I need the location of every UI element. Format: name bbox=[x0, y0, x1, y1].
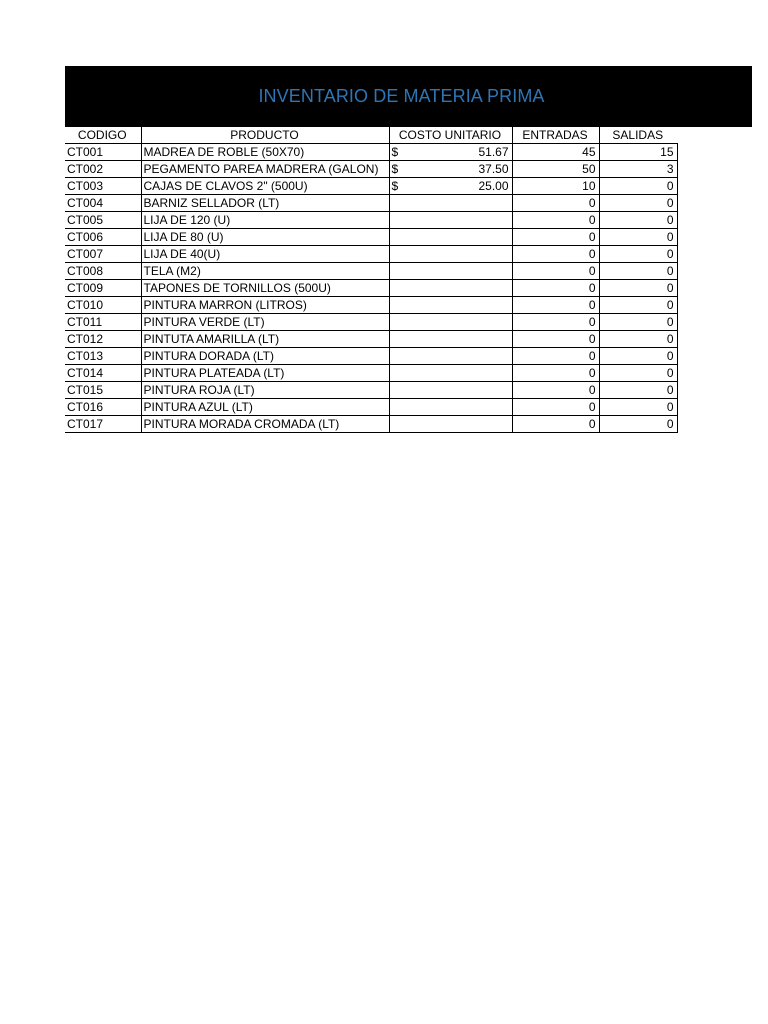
cell-salidas[interactable]: 0 bbox=[599, 263, 677, 280]
cell-producto[interactable]: PINTURA MARRON (LITROS) bbox=[141, 297, 389, 314]
cell-salidas[interactable]: 0 bbox=[599, 416, 677, 433]
header-codigo: CODIGO bbox=[65, 127, 141, 144]
header-entradas: ENTRADAS bbox=[512, 127, 599, 144]
cell-costo-unitario[interactable] bbox=[389, 365, 512, 382]
cell-codigo[interactable]: CT005 bbox=[65, 212, 141, 229]
currency-symbol: $ bbox=[391, 145, 399, 159]
cell-costo-unitario[interactable] bbox=[389, 212, 512, 229]
cell-costo-unitario[interactable] bbox=[389, 178, 512, 195]
cell-producto[interactable]: TELA (M2) bbox=[141, 263, 389, 280]
header-producto: PRODUCTO bbox=[141, 127, 389, 144]
table-row bbox=[65, 331, 677, 348]
cell-producto[interactable]: LIJA DE 40(U) bbox=[141, 246, 389, 263]
cost-value: 37.50 bbox=[478, 162, 509, 176]
cell-codigo[interactable]: CT012 bbox=[65, 331, 141, 348]
cell-entradas[interactable]: 0 bbox=[512, 280, 599, 297]
cell-salidas[interactable]: 0 bbox=[599, 297, 677, 314]
title-band bbox=[65, 66, 752, 127]
table-row bbox=[65, 178, 677, 195]
cell-costo-unitario[interactable] bbox=[389, 263, 512, 280]
cell-producto[interactable]: PEGAMENTO PAREA MADRERA (GALON) bbox=[141, 161, 389, 178]
cell-entradas[interactable]: 0 bbox=[512, 331, 599, 348]
table-row bbox=[65, 195, 677, 212]
table-row bbox=[65, 416, 677, 433]
cell-entradas[interactable]: 0 bbox=[512, 212, 599, 229]
inventory-sheet bbox=[65, 66, 752, 433]
cell-producto[interactable]: MADREA DE ROBLE (50X70) bbox=[141, 144, 389, 161]
cell-salidas[interactable]: 0 bbox=[599, 331, 677, 348]
cell-salidas[interactable]: 0 bbox=[599, 314, 677, 331]
cost-value: 25.00 bbox=[478, 179, 509, 193]
table-row bbox=[65, 382, 677, 399]
cell-costo-unitario[interactable] bbox=[389, 382, 512, 399]
inventory-table bbox=[65, 127, 678, 433]
cell-salidas[interactable]: 0 bbox=[599, 195, 677, 212]
cost-wrap bbox=[392, 145, 509, 160]
cell-codigo[interactable]: CT010 bbox=[65, 297, 141, 314]
cell-producto[interactable]: BARNIZ SELLADOR (LT) bbox=[141, 195, 389, 212]
cell-entradas[interactable]: 0 bbox=[512, 399, 599, 416]
cost-value: 51.67 bbox=[478, 145, 509, 159]
cell-entradas[interactable]: 0 bbox=[512, 263, 599, 280]
cell-costo-unitario[interactable] bbox=[389, 331, 512, 348]
cell-codigo[interactable]: CT001 bbox=[65, 144, 141, 161]
cell-costo-unitario[interactable] bbox=[389, 348, 512, 365]
table-row bbox=[65, 280, 677, 297]
cell-costo-unitario[interactable] bbox=[389, 161, 512, 178]
cell-costo-unitario[interactable] bbox=[389, 246, 512, 263]
cell-costo-unitario[interactable] bbox=[389, 416, 512, 433]
cell-costo-unitario[interactable] bbox=[389, 229, 512, 246]
cell-codigo[interactable]: CT017 bbox=[65, 416, 141, 433]
cell-codigo[interactable]: CT002 bbox=[65, 161, 141, 178]
cell-entradas[interactable]: 0 bbox=[512, 365, 599, 382]
header-row bbox=[65, 127, 677, 144]
cell-entradas[interactable]: 0 bbox=[512, 382, 599, 399]
cell-costo-unitario[interactable] bbox=[389, 297, 512, 314]
cell-salidas[interactable]: 0 bbox=[599, 348, 677, 365]
table-row bbox=[65, 348, 677, 365]
cell-salidas[interactable]: 0 bbox=[599, 212, 677, 229]
cell-codigo[interactable]: CT014 bbox=[65, 365, 141, 382]
cell-entradas[interactable]: 0 bbox=[512, 348, 599, 365]
cell-producto[interactable]: PINTUTA AMARILLA (LT) bbox=[141, 331, 389, 348]
cell-entradas[interactable]: 0 bbox=[512, 246, 599, 263]
cell-costo-unitario[interactable] bbox=[389, 144, 512, 161]
cell-codigo[interactable]: CT004 bbox=[65, 195, 141, 212]
cell-salidas[interactable]: 0 bbox=[599, 365, 677, 382]
table-row bbox=[65, 229, 677, 246]
cell-salidas[interactable]: 3 bbox=[599, 161, 677, 178]
sheet-title: INVENTARIO DE MATERIA PRIMA bbox=[258, 86, 545, 106]
cell-codigo[interactable]: CT003 bbox=[65, 178, 141, 195]
cell-entradas[interactable]: 0 bbox=[512, 297, 599, 314]
currency-symbol: $ bbox=[391, 162, 399, 176]
cell-salidas[interactable]: 0 bbox=[599, 246, 677, 263]
cell-salidas[interactable]: 0 bbox=[599, 280, 677, 297]
cell-salidas[interactable]: 0 bbox=[599, 178, 677, 195]
cell-costo-unitario[interactable] bbox=[389, 195, 512, 212]
cell-codigo[interactable]: CT008 bbox=[65, 263, 141, 280]
cost-wrap bbox=[392, 162, 509, 177]
table-row bbox=[65, 144, 677, 161]
cell-producto[interactable]: PINTURA MORADA CROMADA (LT) bbox=[141, 416, 389, 433]
cell-entradas[interactable]: 10 bbox=[512, 178, 599, 195]
cell-producto[interactable]: PINTURA AZUL (LT) bbox=[141, 399, 389, 416]
cell-entradas[interactable]: 0 bbox=[512, 416, 599, 433]
cell-codigo[interactable]: CT007 bbox=[65, 246, 141, 263]
table-row bbox=[65, 314, 677, 331]
cell-salidas[interactable]: 0 bbox=[599, 382, 677, 399]
cost-wrap bbox=[392, 179, 509, 194]
cell-costo-unitario[interactable] bbox=[389, 399, 512, 416]
cell-entradas[interactable]: 0 bbox=[512, 314, 599, 331]
cell-codigo[interactable]: CT011 bbox=[65, 314, 141, 331]
cell-costo-unitario[interactable] bbox=[389, 314, 512, 331]
table-row bbox=[65, 263, 677, 280]
table-row bbox=[65, 246, 677, 263]
cell-producto[interactable]: PINTURA DORADA (LT) bbox=[141, 348, 389, 365]
cell-costo-unitario[interactable] bbox=[389, 280, 512, 297]
cell-producto[interactable]: CAJAS DE CLAVOS 2" (500U) bbox=[141, 178, 389, 195]
header-salidas: SALIDAS bbox=[599, 127, 677, 144]
cell-producto[interactable]: PINTURA VERDE (LT) bbox=[141, 314, 389, 331]
cell-codigo[interactable]: CT009 bbox=[65, 280, 141, 297]
cell-producto[interactable]: TAPONES DE TORNILLOS (500U) bbox=[141, 280, 389, 297]
cell-producto[interactable]: PINTURA PLATEADA (LT) bbox=[141, 365, 389, 382]
cell-producto[interactable]: LIJA DE 120 (U) bbox=[141, 212, 389, 229]
table-row bbox=[65, 365, 677, 382]
cell-producto[interactable]: PINTURA ROJA (LT) bbox=[141, 382, 389, 399]
cell-entradas[interactable]: 50 bbox=[512, 161, 599, 178]
table-row bbox=[65, 212, 677, 229]
cell-salidas[interactable]: 0 bbox=[599, 399, 677, 416]
cell-codigo[interactable]: CT006 bbox=[65, 229, 141, 246]
cell-entradas[interactable]: 0 bbox=[512, 195, 599, 212]
cell-salidas[interactable]: 0 bbox=[599, 229, 677, 246]
table-body bbox=[65, 144, 677, 433]
header-costo-unitario: COSTO UNITARIO bbox=[389, 127, 512, 144]
table-row bbox=[65, 297, 677, 314]
cell-codigo[interactable]: CT015 bbox=[65, 382, 141, 399]
cell-entradas[interactable]: 45 bbox=[512, 144, 599, 161]
table-row bbox=[65, 399, 677, 416]
cell-salidas[interactable]: 15 bbox=[599, 144, 677, 161]
cell-producto[interactable]: LIJA DE 80 (U) bbox=[141, 229, 389, 246]
cell-codigo[interactable]: CT016 bbox=[65, 399, 141, 416]
cell-entradas[interactable]: 0 bbox=[512, 229, 599, 246]
cell-codigo[interactable]: CT013 bbox=[65, 348, 141, 365]
currency-symbol: $ bbox=[391, 179, 399, 193]
table-row bbox=[65, 161, 677, 178]
